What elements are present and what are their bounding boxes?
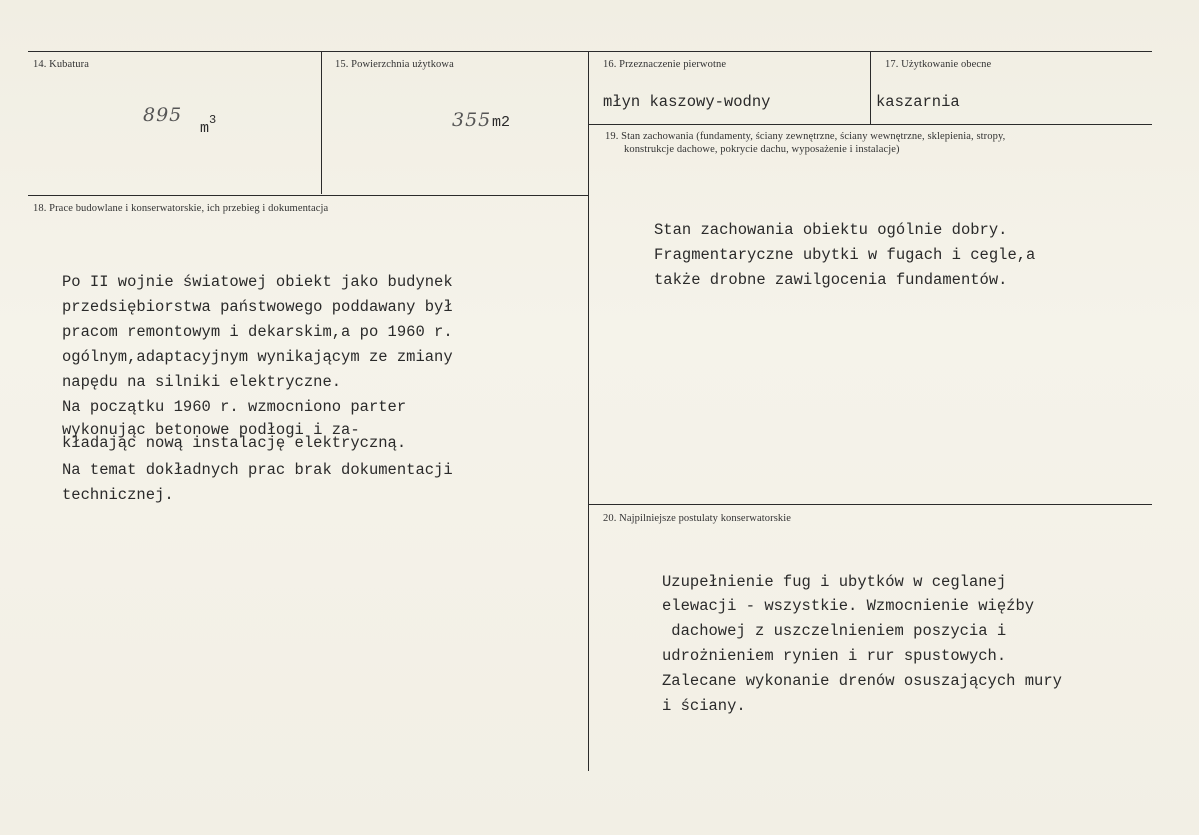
field-20-line: elewacji - wszystkie. Wzmocnienie więźby [662, 597, 1035, 615]
field-18-line: Na początku 1960 r. wzmocniono parter [62, 398, 407, 416]
field-14-handwritten-value: 895 [143, 104, 183, 126]
field-17-label: 17. Użytkowanie obecne [885, 59, 992, 70]
field-20-line: i ściany. [662, 697, 746, 715]
unit-superscript: 3 [209, 113, 217, 127]
field-18-label: 18. Prace budowlane i konserwatorskie, ich przebieg i dokumentacja [33, 203, 329, 214]
field-17-value: kaszarnia [876, 93, 960, 111]
rule-under-14-15 [28, 195, 589, 196]
field-20-line: Zalecane wykonanie drenów osuszających mury [662, 672, 1062, 690]
top-rule [28, 51, 1152, 52]
field-18-line: Na temat dokładnych prac brak dokumentacji [62, 461, 453, 479]
divider-16-17 [870, 51, 871, 124]
field-15-label: 15. Powierzchnia użytkowa [335, 59, 454, 70]
field-20-line: Uzupełnienie fug i ubytków w ceglanej [662, 573, 1007, 591]
center-divider [588, 51, 589, 771]
field-14-label: 14. Kubatura [33, 59, 90, 70]
field-16-label: 16. Przeznaczenie pierwotne [603, 59, 727, 70]
field-18-line: ogólnym,adaptacyjnym wynikającym ze zmiany [62, 348, 453, 366]
field-18-line: technicznej. [62, 486, 174, 504]
field-19-line: Stan zachowania obiektu ogólnie dobry. [654, 221, 1008, 239]
field-19-label-line1: 19. Stan zachowania (fundamenty, ściany zewnętrzne, ściany wewnętrzne, sklepienia, stropy, [605, 131, 1006, 142]
field-19-line: Fragmentaryczne ubytki w fugach i cegle,a [654, 246, 1036, 264]
field-20-label: 20. Najpilniejsze postulaty konserwatorskie [603, 513, 792, 524]
field-18-line: napędu na silniki elektryczne. [62, 373, 342, 391]
field-15-handwritten-value: 355 [452, 109, 492, 131]
field-16-value: młyn kaszowy-wodny [603, 93, 771, 111]
field-14-unit [200, 108, 216, 142]
divider-14-15 [321, 51, 322, 194]
rule-above-20 [588, 504, 1152, 505]
rule-under-16-17 [588, 124, 1152, 125]
field-18-line: pracom remontowym i dekarskim,a po 1960 r. [62, 323, 453, 341]
field-18-line: przedsiębiorstwa państwowego poddawany był [62, 298, 453, 316]
field-20-line: udrożnieniem rynien i rur spustowych. [662, 647, 1007, 665]
field-19-label-line2: konstrukcje dachowe, pokrycie dachu, wyposażenie i instalacje) [624, 144, 900, 155]
field-20-line: dachowej z uszczelnieniem poszycia i [662, 622, 1007, 640]
field-18-overlap-line-b: kładając nową instalację elektryczną. [62, 434, 407, 452]
field-15-unit: m2 [492, 114, 511, 131]
field-19-line: także drobne zawilgocenia fundamentów. [654, 271, 1008, 289]
field-18-line: Po II wojnie światowej obiekt jako budynek [62, 273, 453, 291]
field-18-overlap-line-a: wykonując betonowe podłogi i za- [62, 421, 360, 439]
unit-text: m [200, 120, 210, 137]
